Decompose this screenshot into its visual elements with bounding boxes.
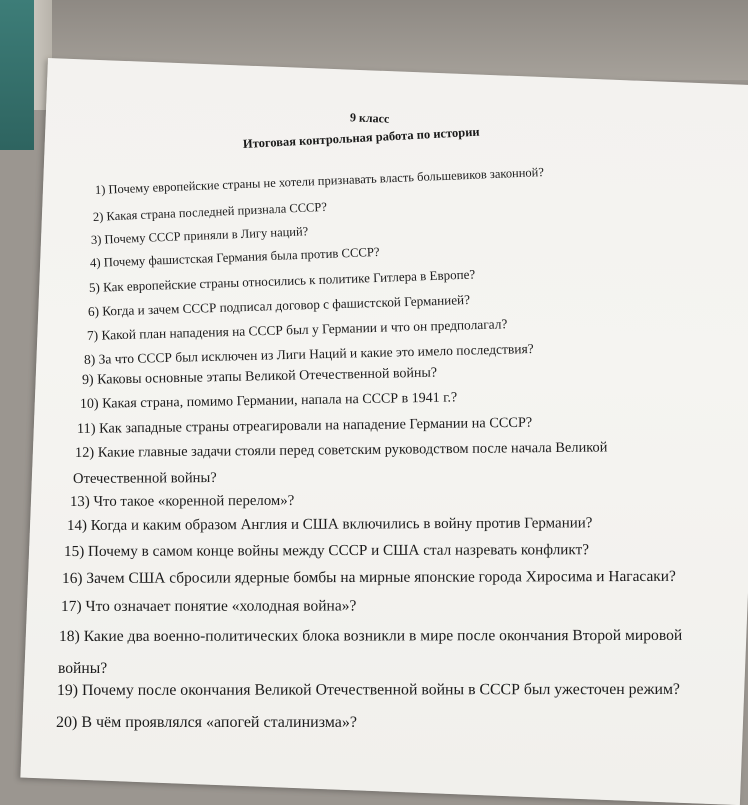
question-12-continuation: Отечественной войны?	[72, 469, 217, 487]
question-3: 3) Почему СССР приняли в Лигу наций?	[90, 224, 309, 247]
question-9: 9) Каковы основные этапы Великой Отечественной войны?	[81, 365, 438, 388]
question-10: 10) Какая страна, помимо Германии, напала на СССР в 1941 г.?	[79, 390, 458, 412]
question-5: 5) Как европейские страны относились к политике Гитлера в Европе?	[88, 266, 476, 295]
question-13: 13) Что такое «коренной перелом»?	[69, 492, 295, 510]
question-14: 14) Когда и каким образом Англия и США включились в войну против Германии?	[66, 515, 593, 534]
question-18-continuation: войны?	[58, 660, 108, 677]
question-16: 16) Зачем США сбросили ядерные бомбы на мирные японские города Хиросима и Нагасаки?	[61, 567, 676, 587]
grade-label: 9 класс	[349, 110, 390, 126]
question-15: 15) Почему в самом конце войны между СССР и США стал назревать конфликт?	[63, 541, 589, 560]
question-8: 8) За что СССР был исключен из Лиги Наций и какие это имело последствия?	[83, 341, 534, 367]
question-18: 18) Какие два военно-политических блока возникли в мире после окончания Второй мировой	[58, 626, 683, 645]
question-7: 7) Какой план нападения на СССР был у Германии и что он предполагал?	[86, 316, 508, 343]
question-4: 4) Почему фашистская Германия была против СССР?	[89, 244, 380, 270]
question-11: 11) Как западные страны отреагировали на нападение Германии на СССР?	[76, 414, 533, 437]
question-1: 1) Почему европейские страны не хотели признавать власть большевиков законной?	[94, 164, 545, 197]
question-2: 2) Какая страна последней признала СССР?	[92, 199, 328, 224]
question-20: 20) В чём проявлялся «апогей сталинизма»?	[56, 714, 358, 731]
question-12: 12) Какие главные задачи стояли перед советским руководством после начала Великой	[74, 439, 608, 461]
question-6: 6) Когда и зачем СССР подписал договор с фашистской Германией?	[87, 292, 471, 319]
question-17: 17) Что означает понятие «холодная война»?	[60, 597, 357, 615]
question-19: 19) Почему после окончания Великой Отечественной войны в СССР был ужесточен режим?	[56, 680, 680, 699]
document-title: Итоговая контрольная работа по истории	[242, 124, 480, 151]
